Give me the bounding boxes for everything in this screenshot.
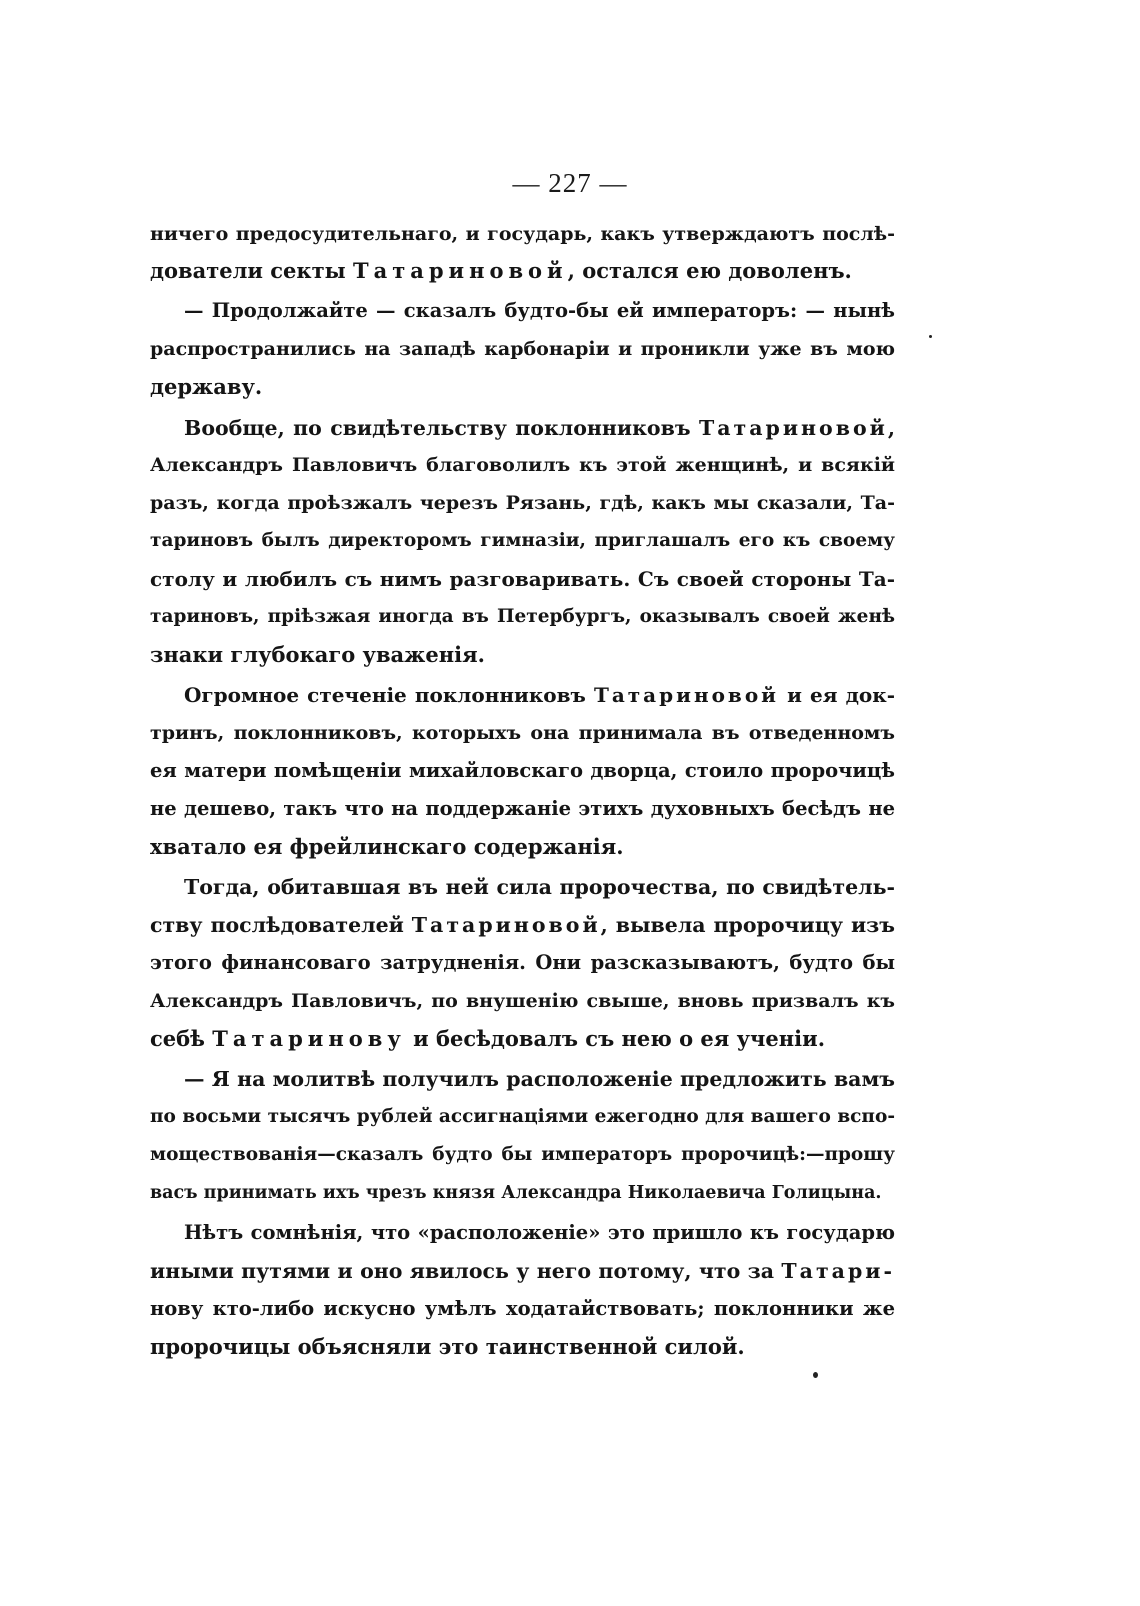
text-line: — Я на молитвѣ получилъ расположеніе предложить вамъ [184,1067,895,1091]
text-line: тариновъ, пріѣзжая иногда въ Петербургъ, оказывалъ своей женѣ [150,606,895,627]
text-line: разъ, когда проѣзжалъ черезъ Рязань, гдѣ, какъ мы сказали, Та- [150,492,895,514]
text-line: ея матери помѣщеніи михайловскаго дворца, стоило пророчицѣ [150,759,895,782]
text-line: моществованія—сказалъ будто бы императоръ пророчицѣ:—прошу [150,1144,895,1165]
text-line: ству послѣдователей Татариновой, вывела пророчицу изъ [150,913,895,937]
text-line: Вообще, по свидѣтельству поклонниковъ Татариновой, [184,416,895,440]
text-line: знаки глубокаго уваженія. [150,642,485,667]
text-line: иными путями и оно явилось у него потому, что за Татари- [150,1259,895,1283]
text-line: Нѣтъ сомнѣнія, что «расположеніе» это пришло къ государю [184,1221,895,1244]
text-line: столу и любилъ съ нимъ разговаривать. Съ своей стороны Та- [150,567,895,591]
text-line: тринъ, поклонниковъ, которыхъ она принимала въ отведенномъ [150,722,895,744]
page-number: — 227 — [512,168,628,198]
text-line: державу. [150,374,263,399]
text-line: дователи секты Татариновой, остался ею доволенъ. [150,258,852,283]
ink-speck [929,335,932,338]
emphasized-name: Татариновой [352,258,568,283]
emphasized-name: Татариновой [698,416,888,440]
text-line: васъ принимать ихъ чрезъ князя Александра Николаевича Голицына. [150,1183,882,1203]
ink-speck [813,1372,818,1378]
text-line: по восьми тысячъ рублей ассигнаціями ежегодно для вашего вспо- [150,1106,895,1127]
text-line: ничего предосудительнаго, и государь, какъ утверждаютъ послѣ- [150,223,895,245]
text-line: себѣ Татаринову и бесѣдовалъ съ нею о ея ученіи. [150,1026,826,1051]
text-line: Александръ Павловичъ благоволилъ къ этой женщинѣ, и всякій [150,454,895,476]
text-line: хватало ея фрейлинскаго содержанія. [150,834,624,859]
text-line: Огромное стеченіе поклонниковъ Татариновой и ея док- [184,683,895,707]
text-line: Александръ Павловичъ, по внушенію свыше, вновь призвалъ къ [150,990,895,1012]
text-line: — Продолжайте — сказалъ будто-бы ей императоръ: — нынѣ [184,299,895,322]
text-line: этого финансоваго затрудненія. Они разсказываютъ, будто бы [150,951,895,974]
emphasized-name: Татаринову [212,1026,406,1051]
text-line: нову кто-либо искусно умѣлъ ходатайствовать; поклонники же [150,1297,895,1320]
emphasized-name: Татариновой [593,683,779,707]
text-line: не дешево, такъ что на поддержаніе этихъ духовныхъ бесѣдъ не [150,797,895,820]
emphasized-name: Татари- [781,1259,895,1283]
text-line: распространились на западѣ карбонаріи и проникли уже въ мою [150,338,895,360]
text-line: пророчицы объясняли это таинственной силой. [150,1334,745,1359]
emphasized-name: Татариновой [411,913,601,937]
text-line: тариновъ былъ директоромъ гимназіи, приглашалъ его къ своему [150,530,895,551]
text-line: Тогда, обитавшая въ ней сила пророчества, по свидѣтель- [184,875,895,899]
